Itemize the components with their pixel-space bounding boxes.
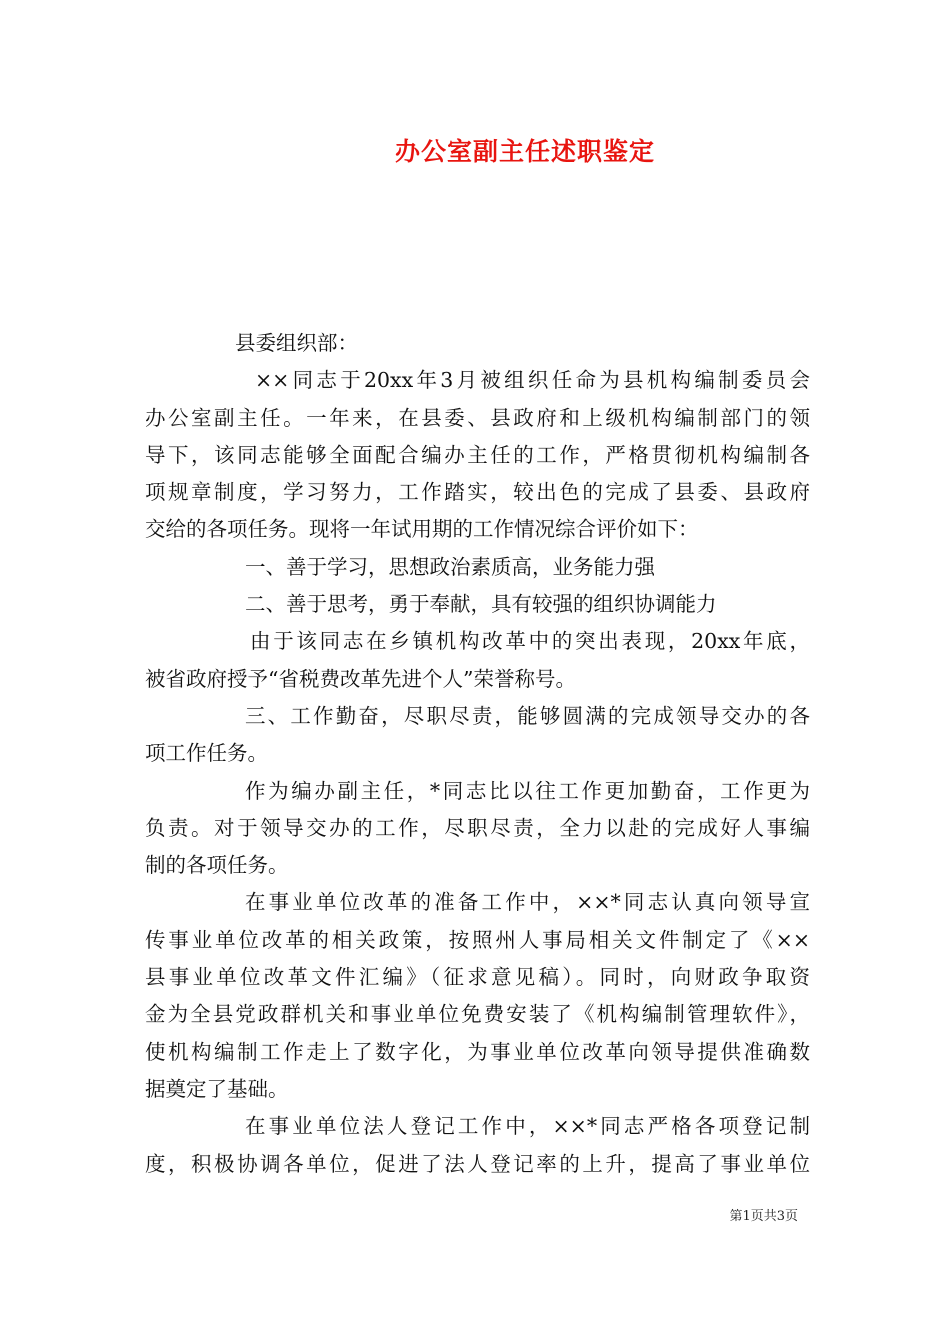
paragraph-line: 办公室副主任。一年来，在县委、县政府和上级机构编制部门的领 — [145, 405, 810, 430]
paragraph-line: 传事业单位改革的相关政策，按照州人事局相关文件制定了《×× — [145, 927, 810, 952]
paragraph-line: 项工作任务。 — [145, 741, 268, 766]
paragraph-line: 在事业单位改革的准备工作中，××*同志认真向领导宣 — [245, 890, 810, 915]
paragraph-line: 使机构编制工作走上了数字化，为事业单位改革向领导提供准确数 — [145, 1039, 810, 1064]
paragraph-line: ××同志于20xx年3月被组织任命为县机构编制委员会 — [255, 368, 810, 393]
section-heading: 三、工作勤奋，尽职尽责，能够圆满的完成领导交办的各 — [245, 703, 810, 728]
salutation: 县委组织部： — [235, 331, 358, 355]
paragraph-line: 导下，该同志能够全面配合编办主任的工作，严格贯彻机构编制各 — [145, 442, 810, 467]
page-number: 第1页共3页 — [729, 1209, 798, 1224]
paragraph-line: 县事业单位改革文件汇编》（征求意见稿）。同时，向财政争取资 — [145, 965, 810, 990]
document-body — [145, 325, 810, 1183]
paragraph-line: 制的各项任务。 — [145, 853, 289, 878]
paragraph-line: 由于该同志在乡镇机构改革中的突出表现，20xx年底， — [250, 629, 810, 654]
paragraph-line: 据奠定了基础。 — [145, 1076, 289, 1101]
paragraph-line: 交给的各项任务。现将一年试用期的工作情况综合评价如下： — [145, 517, 699, 542]
section-heading: 二、善于思考，勇于奉献，具有较强的组织协调能力 — [245, 592, 717, 617]
paragraph-line: 被省政府授予“省税费改革先进个人”荣誉称号。 — [145, 666, 576, 691]
paragraph-line: 作为编办副主任，*同志比以往工作更加勤奋，工作更为 — [245, 778, 810, 803]
section-heading: 一、善于学习，思想政治素质高，业务能力强 — [245, 554, 655, 579]
paragraph-line: 项规章制度，学习努力，工作踏实，较出色的完成了县委、县政府 — [145, 480, 810, 505]
paragraph-line: 金为全县党政群机关和事业单位免费安装了《机构编制管理软件》， — [145, 1002, 810, 1027]
paragraph-line: 负责。对于领导交办的工作，尽职尽责，全力以赴的完成好人事编 — [145, 815, 810, 840]
document-title: 办公室副主任述职鉴定 — [394, 137, 655, 166]
paragraph-line: 度，积极协调各单位，促进了法人登记率的上升，提高了事业单位 — [145, 1151, 810, 1176]
paragraph-line: 在事业单位法人登记工作中，××*同志严格各项登记制 — [245, 1114, 810, 1139]
